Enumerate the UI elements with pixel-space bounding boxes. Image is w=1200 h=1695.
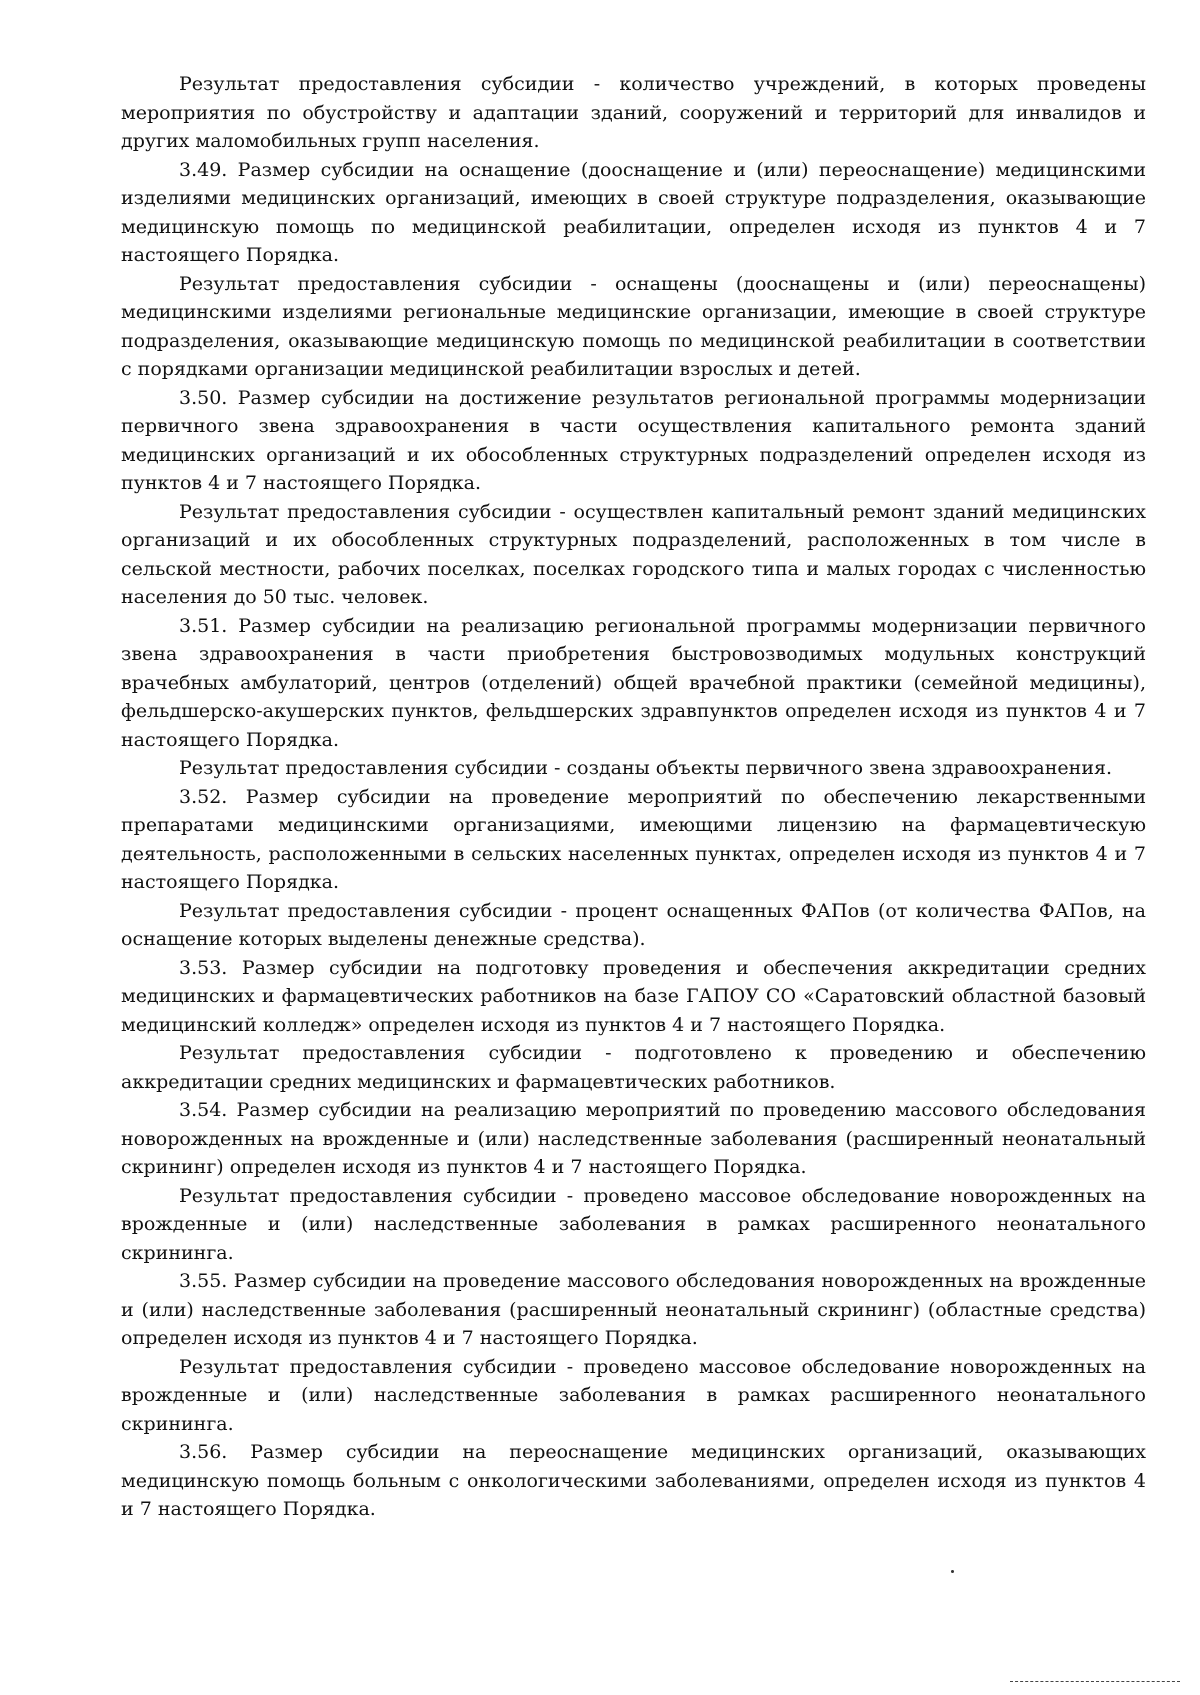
paragraph-result-accreditation: Результат предоставления субсидии - подготовлено к проведению и обеспечению аккредитации средних медицинских и фармацевтических работников. — [121, 1042, 1146, 1093]
document-body — [121, 70, 1146, 1524]
paragraph-result-screening-2: Результат предоставления субсидии - проведено массовое обследование новорожденных на врожденные и (или) наследственные заболевания в рамках расширенного неонатального скрининга. — [121, 1355, 1146, 1435]
scan-speck — [951, 1570, 954, 1573]
paragraph-result-accessibility: Результат предоставления субсидии - количество учреждений, в которых проведены мероприятия по обустройству и адаптации зданий, сооружений и территорий для инвалидов и других маломобильных групп населения. — [121, 73, 1146, 152]
scan-edge-line — [1010, 1681, 1180, 1683]
paragraph-3-56: 3.56. Размер субсидии на переоснащение медицинских организаций, оказывающих медицинскую помощь больным с онкологическими заболеваниями, определен исходя из пунктов 4 и 7 настоящего Порядка. — [121, 1441, 1146, 1520]
paragraph-3-50: 3.50. Размер субсидии на достижение результатов региональной программы модернизации первичного звена здравоохранения в части осуществления капитального ремонта зданий медицинских организаций и их обособленных структурных подразделений определен исходя из пунктов 4 и 7 настоящего Порядка. — [121, 386, 1146, 494]
paragraph-result-rehabilitation: Результат предоставления субсидии - оснащены (дооснащены и (или) переоснащены) медицинскими изделиями региональные медицинские организации, имеющие в своей структуре подразделения, оказывающие медицинскую помощь по медицинской реабилитации в соответствии с порядками организации медицинской реабилитации взрослых и детей. — [121, 272, 1146, 380]
paragraph-3-51: 3.51. Размер субсидии на реализацию региональной программы модернизации первичного звена здравоохранения в части приобретения быстровозводимых модульных конструкций врачебных амбулаторий, центров (отделений) общей врачебной практики (семейной медицины), фельдшерско-акушерских пунктов, фельдшерских здравпунктов определен исходя из пунктов 4 и 7 настоящего Порядка. — [121, 614, 1146, 751]
paragraph-3-54: 3.54. Размер субсидии на реализацию мероприятий по проведению массового обследования новорожденных на врожденные и (или) наследственные заболевания (расширенный неонатальный скрининг) определен исходя из пунктов 4 и 7 настоящего Порядка. — [121, 1099, 1146, 1178]
paragraph-3-53: 3.53. Размер субсидии на подготовку проведения и обеспечения аккредитации средних медицинских и фармацевтических работников на базе ГАПОУ СО «Саратовский областной базовый медицинский колледж» определен исходя из пунктов 4 и 7 настоящего Порядка. — [121, 956, 1146, 1036]
paragraph-result-primary-care: Результат предоставления субсидии - созданы объекты первичного звена здравоохранения. — [179, 757, 1113, 779]
paragraph-result-capital-repair: Результат предоставления субсидии - осуществлен капитальный ремонт зданий медицинских организаций и их обособленных структурных подразделений, расположенных в том числе в сельской местности, рабочих поселках, поселках городского типа и малых городах с численностью населения до 50 тыс. человек. — [121, 500, 1146, 608]
paragraph-3-49: 3.49. Размер субсидии на оснащение (дооснащение и (или) переоснащение) медицинскими изделиями медицинских организаций, имеющих в своей структуре подразделения, оказывающие медицинскую помощь по медицинской реабилитации, определен исходя из пунктов 4 и 7 настоящего Порядка. — [121, 158, 1146, 266]
paragraph-result-screening-1: Результат предоставления субсидии - проведено массовое обследование новорожденных на врожденные и (или) наследственные заболевания в рамках расширенного неонатального скрининга. — [121, 1184, 1146, 1264]
paragraph-result-fap: Результат предоставления субсидии - процент оснащенных ФАПов (от количества ФАПов, на оснащение которых выделены денежные средства). — [121, 899, 1146, 950]
paragraph-3-55: 3.55. Размер субсидии на проведение массового обследования новорожденных на врожденные и (или) наследственные заболевания (расширенный неонатальный скрининг) (областные средства) определен исходя из пунктов 4 и 7 настоящего Порядка. — [121, 1270, 1146, 1349]
paragraph-3-52: 3.52. Размер субсидии на проведение мероприятий по обеспечению лекарственными препаратами медицинскими организациями, имеющими лицензию на фармацевтическую деятельность, расположенными в сельских населенных пунктах, определен исходя из пунктов 4 и 7 настоящего Порядка. — [121, 785, 1146, 893]
